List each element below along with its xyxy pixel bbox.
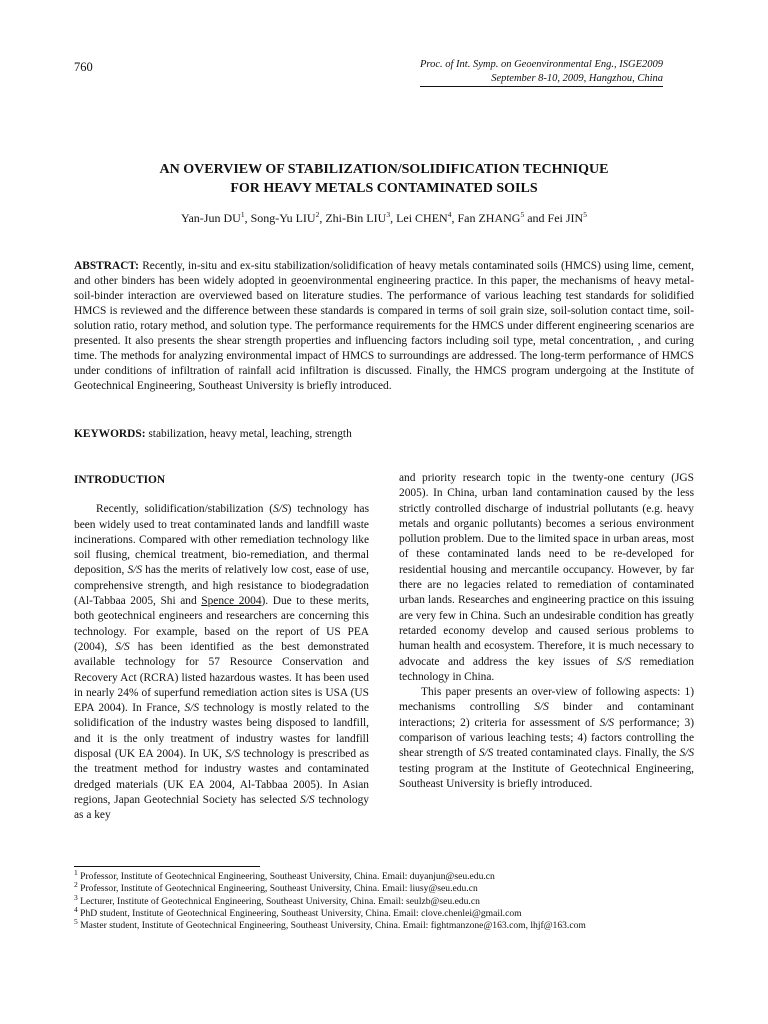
author-separator: ,	[244, 211, 251, 225]
body-text: Recently, solidification/stabilization (	[96, 503, 274, 516]
body-text: has been identified as the best demonstrated available technology for 57 Resource Conservation and Recovery Act (RCRA) listed hazardous wastes. It has been used in nearly 24% of superfund remediation action sites is USA (US EPA 2004). In France,	[74, 640, 369, 715]
author-separator: ,	[390, 211, 397, 225]
italic-term: S/S	[478, 747, 494, 760]
italic-term: S/S	[225, 748, 240, 761]
footnote-mark: 4	[74, 904, 78, 914]
page-number: 760	[74, 60, 93, 74]
italic-term: S/S	[273, 503, 288, 516]
author-name: Fan ZHANG	[457, 211, 521, 225]
author-separator: and	[524, 211, 548, 225]
abstract	[74, 259, 694, 394]
author-name: Song-Yu LIU	[250, 211, 316, 225]
body-paragraph-2	[399, 685, 694, 792]
body-text: ). Due to these merits, both geotechnical engineers and researchers are concerning this technology. For example, based on the report of US PEA (2004),	[74, 595, 370, 653]
body-text: technology as a key	[74, 793, 369, 822]
author-mark: 2	[315, 210, 320, 219]
body-text: remediation technology in China.	[399, 655, 694, 683]
introduction-right-column	[399, 471, 694, 792]
author-name: Lei CHEN	[396, 211, 448, 225]
italic-term: S/S	[127, 564, 143, 577]
author-mark: 4	[447, 210, 452, 219]
body-text: testing program at the Institute of Geotechnical Engineering, Southeast University is briefly introduced.	[399, 762, 694, 790]
body-text: performance; 3) comparison of various leaching tests; 4) factors controlling the shear strength of	[399, 716, 694, 760]
italic-term: S/S	[534, 701, 549, 714]
keywords-text: stabilization, heavy metal, leaching, strength	[148, 428, 352, 440]
footnote-mark: 1	[74, 867, 78, 877]
keywords-label: KEYWORDS:	[74, 428, 146, 440]
proceedings-header	[420, 58, 663, 87]
footnote	[74, 917, 724, 932]
footnote-text: Lecturer, Institute of Geotechnical Engineering, Southeast University, China. Email: seulzb@seu.edu.cn	[80, 895, 480, 907]
footnote	[74, 892, 724, 908]
abstract-label: ABSTRACT:	[74, 260, 139, 272]
body-text: has the merits of relatively low cost, ease of use, comprehensive strength, and high resistance to biodegradation (Al-Tabbaa 2005, Shi and	[74, 564, 370, 608]
title-line-1: AN OVERVIEW OF STABILIZATION/SOLIDIFICATION TECHNIQUE	[159, 162, 609, 177]
italic-term: S/S	[599, 716, 615, 729]
footnote-text: Professor, Institute of Geotechnical Engineering, Southeast University, China. Email: duyanjun@seu.edu.cn	[80, 871, 495, 882]
keywords	[74, 427, 694, 442]
footnotes	[74, 867, 724, 932]
footnote-mark: 5	[74, 917, 78, 926]
footnote-divider	[74, 866, 260, 867]
body-text: and priority research topic in the twenty-one century (JGS 2005). In China, urban land contamination caused by the less strictly controlled discharge of industrial pollutants (e.g. heavy metals and organic pollutants) becomes a serious environment pollution problem. Due to the limited space in urban areas, most of these contaminated lands need to be re-developed for residential housing and mercantile occupancy. However, by far there are no legacies related to remediation of contaminated urban lands. Researches and engineering practice on this issuing are very few in China. Such an undesirable condition has greatly retarded economy develop and caused serious problems to human health and ecosystem. Therefore, it is much necessary to advocate and address the key issues of	[399, 472, 694, 668]
body-text: technology is mostly related to the solidification of the industry wastes being disposed to landfill, and it is the only treatment of industry wastes for landfill disposal (UK EA 2004). In UK,	[74, 702, 370, 761]
body-text: treated contaminated clays. Finally, the	[493, 747, 680, 760]
italic-term: S/S	[679, 747, 695, 760]
author-mark: 3	[386, 210, 391, 219]
citation-link: Spence 2004	[201, 595, 262, 608]
title-line-2: FOR HEAVY METALS CONTAMINATED SOILS	[230, 181, 538, 196]
author-name: Zhi-Bin LIU	[325, 211, 387, 225]
introduction-heading: INTRODUCTION	[74, 474, 166, 486]
author-name: Fei JIN	[547, 211, 584, 225]
footnote	[74, 904, 724, 920]
footnote-text: Master student, Institute of Geotechnical Engineering, Southeast University, China. Email: fightmanzone@163.com, lhjf@163.com	[80, 920, 586, 932]
author-mark: 1	[240, 210, 245, 219]
author-list	[74, 211, 694, 226]
footnote-text: Professor, Institute of Geotechnical Engineering, Southeast University, China. Email: liusy@seu.edu.cn	[80, 883, 478, 895]
footnote-text: PhD student, Institute of Geotechnical Engineering, Southeast University, China. Email: clove.chenlei@gmail.com	[80, 907, 522, 919]
author-name: Yan-Jun DU	[181, 211, 241, 225]
body-paragraph-1-part-b	[399, 471, 694, 685]
body-text: ) technology has been widely used to treat contaminated lands and landfill waste incinerations. Compared with other remediation technology like soil flusing, chemical treatment, bio-remediation, and thermal deposition,	[74, 503, 369, 577]
introduction-left-column	[74, 471, 369, 824]
italic-term: S/S	[115, 640, 130, 653]
italic-term: S/S	[300, 793, 315, 806]
author-mark: 5	[583, 210, 587, 219]
body-text: binder and contaminant interactions; 2) criteria for assessment of	[399, 701, 694, 729]
body-text: technology is prescribed as the treatment method for industry wastes and contaminated dredged materials (UK EA 2004, Al-Tabbaa 2005). In Asian regions, Japan Geotechnial Society has selected	[74, 748, 370, 806]
abstract-text: Recently, in-situ and ex-situ stabilization/solidification of heavy metals contaminated soils (HMCS) using lime, cement, and other binders has been widely adopted in geoenvironmental engineering practice. In this paper, the mechanisms of heavy metal-soil-binder interaction are overviewed based on literature studies. The performance of various leaching test standards for solidified HMCS is reviewed and the difference between these standards is compared in terms of soil grain size, soil-solution contact time, soil-solution ratio, rotary method, and solution type. The performance requirements for the HMCS under different engineering scenarios are presented. It also presents the shear strength properties and influencing factors including soil type, metal concentration, , and curing time. The methods for analyzing environmental impact of HMCS to surroundings are addressed. The long-term performance of HMCS under conditions of infiltration of rainfall acid infiltration is discussed. Finally, the HMCS program undergoing at the Institute of Geotechnical Engineering, Southeast University is briefly introduced.	[74, 260, 694, 392]
footnote	[74, 867, 724, 883]
footnote-mark: 2	[74, 880, 78, 890]
proceedings-title: Proc. of Int. Symp. on Geoenvironmental Eng., ISGE2009	[419, 59, 663, 70]
proceedings-date: September 8-10, 2009, Hangzhou, China	[420, 72, 663, 87]
footnote-mark: 3	[74, 892, 78, 902]
author-separator: ,	[451, 211, 458, 225]
body-paragraph-1-part-a	[74, 502, 369, 823]
author-mark: 5	[520, 210, 525, 219]
italic-term: S/S	[184, 702, 200, 715]
body-text: This paper presents an over-view of following aspects: 1) mechanisms controlling	[399, 686, 694, 714]
footnote	[74, 880, 724, 895]
author-separator: ,	[319, 211, 326, 225]
italic-term: S/S	[616, 655, 632, 668]
paper-title	[74, 160, 694, 198]
